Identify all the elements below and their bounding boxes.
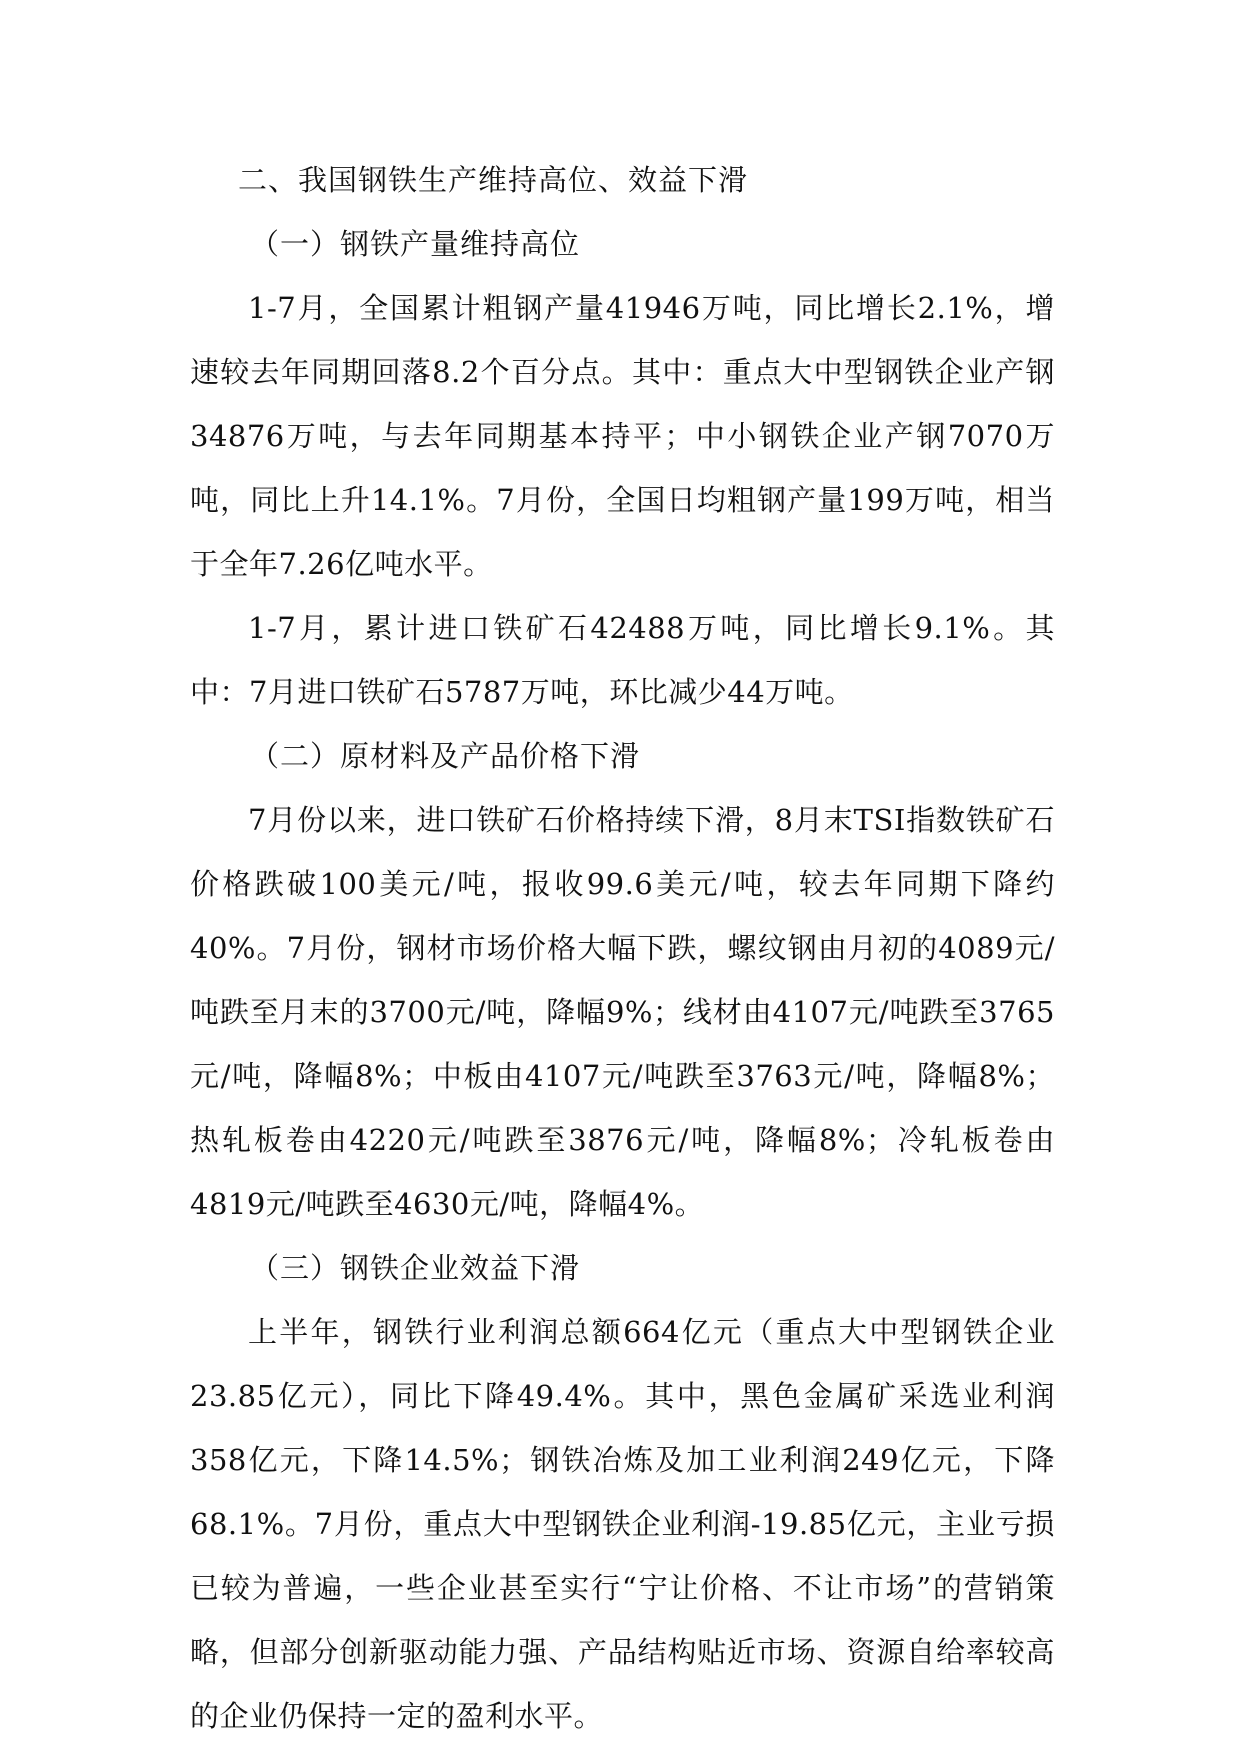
section-heading-prices: （二）原材料及产品价格下滑 [250, 739, 641, 773]
section-heading-production: （一）钢铁产量维持高位 [250, 227, 581, 261]
paragraph-prices: 7月份以来，进口铁矿石价格持续下滑，8月末TSI指数铁矿石价格跌破100美元/吨，报收99.6美元/吨，较去年同期下降约40%。7月份，钢材市场价格大幅下跌，螺纹钢由月初的4089元/吨跌至月末的3700元/吨，降幅9%；线材由4107元/吨跌至3765元/吨，降幅8%；中板由4107元/吨跌至3763元/吨，降幅8%；热轧板卷由4220元/吨跌至3876元/吨，降幅8%；冷轧板卷由4819元/吨跌至4630元/吨，降幅4%。 [190, 803, 1055, 1221]
section-heading-profits: （三）钢铁企业效益下滑 [250, 1251, 581, 1285]
paragraph-profits: 上半年，钢铁行业利润总额664亿元（重点大中型钢铁企业23.85亿元），同比下降49.4%。其中，黑色金属矿采选业利润358亿元，下降14.5%；钢铁冶炼及加工业利润249亿元，下降68.1%。7月份，重点大中型钢铁企业利润-19.85亿元，主业亏损已较为普遍，一些企业甚至实行“宁让价格、不让市场”的营销策略，但部分创新驱动能力强、产品结构贴近市场、资源自给率较高的企业仍保持一定的盈利水平。 [190, 1315, 1055, 1733]
paragraph-iron-ore-imports: 1-7月，累计进口铁矿石42488万吨，同比增长9.1%。其中：7月进口铁矿石5787万吨，环比减少44万吨。 [190, 611, 1055, 709]
main-heading: 二、我国钢铁生产维持高位、效益下滑 [238, 163, 749, 197]
document-body [190, 148, 1055, 1748]
paragraph-steel-output: 1-7月，全国累计粗钢产量41946万吨，同比增长2.1%，增速较去年同期回落8.2个百分点。其中：重点大中型钢铁企业产钢34876万吨，与去年同期基本持平；中小钢铁企业产钢7070万吨，同比上升14.1%。7月份，全国日均粗钢产量199万吨，相当于全年7.26亿吨水平。 [190, 291, 1055, 581]
